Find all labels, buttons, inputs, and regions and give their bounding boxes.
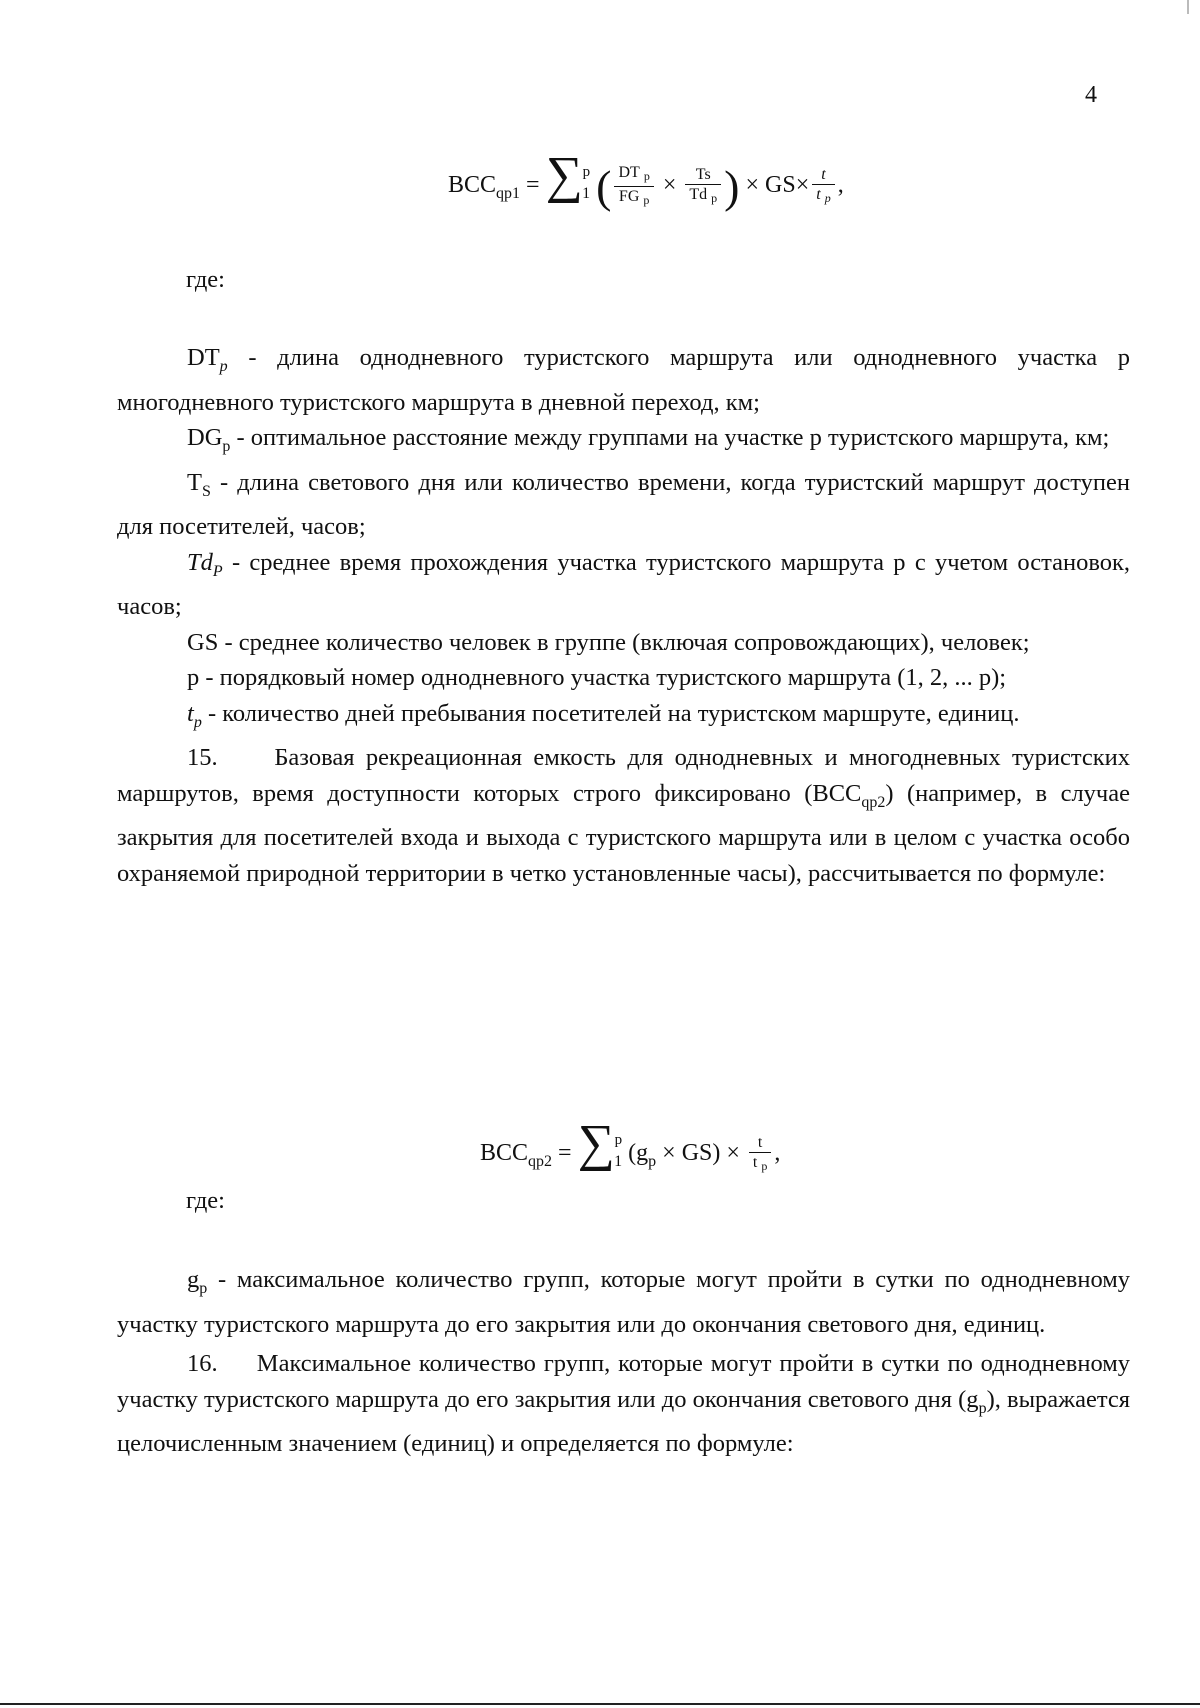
def-symbol: DT	[187, 344, 220, 371]
paragraph-sub: p	[978, 1399, 987, 1417]
page-bottom-rule	[0, 1703, 1200, 1705]
formula1-sum-bottom: 1	[582, 185, 591, 202]
definition-tdp	[117, 545, 1130, 625]
def-text: - среднее время прохождения участка туристского маршрута p с учетом остановок, часов;	[117, 548, 1130, 620]
formula2-equals: =	[558, 1140, 572, 1166]
scan-mark	[1187, 0, 1189, 14]
formula2-sum-top: p	[614, 1132, 623, 1148]
formula2-sum-bottom: 1	[614, 1153, 623, 1170]
left-paren: (	[596, 160, 612, 212]
def-symbol-sub: P	[212, 562, 223, 580]
paragraph-number: 16.	[187, 1350, 218, 1377]
paragraph-text-a: Базовая рекреационная емкость для однодневных и многодневных туристских маршрутов, время доступности которых строго фиксировано (BCC	[117, 744, 1130, 807]
def-symbol-sub: p	[199, 1280, 208, 1297]
formula2-lhs-sub: qp2	[528, 1153, 553, 1170]
sum-symbol-2: ∑	[577, 1115, 615, 1172]
formula2-tail: ,	[774, 1140, 781, 1166]
paragraph-16	[117, 1346, 1130, 1462]
paragraph-number: 15.	[187, 744, 218, 771]
def-symbol: GS	[187, 628, 219, 656]
sum-symbol: ∑	[545, 147, 583, 204]
def-symbol-sub: p	[219, 358, 228, 375]
def-symbol: DG	[187, 424, 223, 451]
frac2-den: Td	[689, 185, 708, 203]
formula1-equals: =	[526, 172, 540, 198]
def-symbol: t	[187, 699, 194, 727]
frac2-num: Ts	[685, 165, 721, 185]
frac-num: t	[749, 1133, 771, 1153]
frac3-den-sub: p	[824, 190, 831, 205]
formula2-body-b: × GS) ×	[656, 1140, 740, 1166]
definition-ts	[117, 465, 1130, 545]
paragraph-text-a: Максимальное количество групп, которые могут пройти в сутки по однодневному участку туристского маршрута до его закрытия или до окончания светового дня (g	[117, 1350, 1131, 1413]
definition-p	[117, 660, 1130, 696]
fraction-t-tp-2	[749, 1133, 771, 1176]
formula2-body-sub: p	[648, 1153, 657, 1170]
times-sign-2: ×	[745, 172, 760, 198]
formula2-lhs: BCC	[480, 1140, 529, 1166]
paragraph-text-b: ), выражается целочисленным значением (единиц) и определяется по формуле:	[117, 1385, 1131, 1457]
frac3-den: t	[816, 185, 821, 203]
fraction-dt-fg	[614, 163, 653, 210]
def-text: - среднее количество человек в группе (включая сопровождающих), человек;	[218, 628, 1030, 656]
def-symbol-sub: S	[201, 482, 211, 500]
frac1-num-sub: p	[643, 168, 650, 183]
page-number: 4	[1085, 82, 1097, 108]
formula1-lhs: BCC	[448, 172, 497, 198]
where-label-2: где:	[186, 1187, 225, 1214]
definitions-list-1	[117, 340, 1130, 891]
paragraph-text-b: ) (например, в случае закрытия для посетителей входа и выхода с туристского маршрута или в целом с участка особо охраняемой природной территории в четко установленные часы), рассчитывается по формуле:	[117, 779, 1130, 887]
def-text: - оптимальное расстояние между группами на участке p туристского маршрута, км;	[230, 424, 1110, 451]
formula2-body-a: (g	[628, 1140, 649, 1166]
def-text: - максимальное количество групп, которые могут пройти в сутки по однодневному участку туристского маршрута до его закрытия или до окончания светового дня, единиц.	[117, 1266, 1130, 1338]
frac1-num: DT	[618, 163, 640, 181]
frac1-den-sub: p	[643, 192, 650, 207]
fraction-t-tp	[812, 165, 834, 208]
times-sign: ×	[662, 172, 677, 198]
definition-dgp	[117, 420, 1130, 465]
def-text: - количество дней пребывания посетителей на туристском маршруте, единиц.	[201, 699, 1020, 727]
frac3-num: t	[812, 165, 834, 185]
frac1-den: FG	[618, 187, 640, 205]
def-symbol: T	[187, 468, 202, 496]
def-symbol-sub: p	[222, 438, 231, 455]
definition-dtp	[117, 340, 1130, 420]
formula-bcc-qp2	[480, 1115, 781, 1176]
formula1-tail: ,	[837, 172, 844, 198]
frac-den: t	[752, 1153, 758, 1171]
definitions-list-2	[117, 1262, 1130, 1462]
formula-bcc-qp1	[448, 147, 844, 213]
paragraph-sub: qp2	[861, 793, 886, 811]
formula1-sum-top: p	[582, 164, 591, 180]
frac-den-sub: p	[761, 1158, 768, 1173]
def-symbol: p	[187, 664, 200, 691]
def-text: - длина однодневного туристского маршрута или однодневного участка p многодневного туристского маршрута в дневной переход, км;	[117, 344, 1130, 416]
def-text: - порядковый номер однодневного участка туристского маршрута (1, 2, ... p);	[199, 664, 1007, 691]
frac2-den-sub: p	[711, 190, 718, 205]
where-label-1: где:	[186, 266, 225, 293]
def-symbol-sub: p	[193, 713, 202, 731]
fraction-ts-td	[685, 165, 721, 208]
right-paren: )	[724, 160, 740, 212]
definition-tp	[117, 696, 1130, 741]
definition-gs	[117, 625, 1130, 661]
definition-gp	[117, 1262, 1130, 1342]
def-symbol: Td	[187, 548, 213, 576]
paragraph-15	[117, 740, 1130, 891]
def-symbol: g	[187, 1266, 200, 1293]
def-text: - длина светового дня или количество времени, когда туристский маршрут доступен для посетителей, часов;	[117, 468, 1130, 540]
formula1-lhs-sub: qp1	[496, 185, 521, 202]
formula1-gs: GS×	[765, 172, 810, 198]
